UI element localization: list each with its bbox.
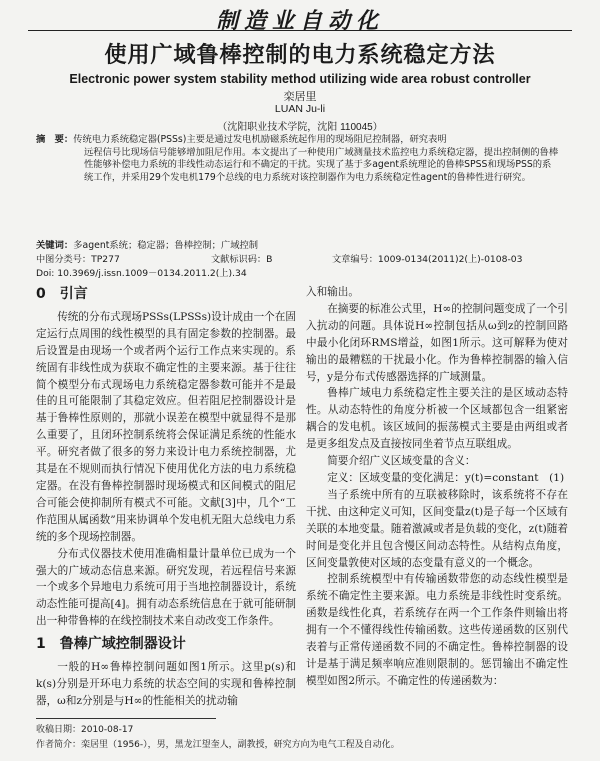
paragraph: 一般的H∞鲁棒控制问题如图1所示。这里p(s)和k(s)分别是开环电力系统的状态空间的实现和鲁棒控制器，ω和z分别是与H∞的性能相关的扰动输 bbox=[36, 661, 296, 707]
doi: Doi: 10.3969/j.issn.1009－0134.2011.2(上).34 bbox=[36, 268, 247, 279]
paragraph: 分布式仪器技术使用准确相量计量单位已成为一个强大的广域动态信息来源。研究发现，若远程信号来源一个或多个异地电力系统可用于当地控制器设计，系统动态性能可提高[4]。拥有动态系统信息在于就可能研制出一种带鲁棒的在线控制技术来自动改变工作条件。 bbox=[36, 547, 296, 628]
paragraph: 当子系统中所有的互联被移除时，该系统将不存在干扰、由这种定义可知，区间变量z(t)是子每一个区域有关联的本地变量。随着激减或者是负载的变化，z(t)随着时间是变化并且包含慢区间动态特性。从结构点角度，区间变量敦使对区域的态变量有意义的一个概念。 bbox=[306, 488, 568, 569]
paper-title-en: Electronic power system stability method utilizing wide area robust controller bbox=[69, 72, 531, 86]
keywords-label: 关键词： bbox=[36, 240, 74, 251]
keywords-text: 多agent系统；稳定器；鲁棒控制；广域控制 bbox=[73, 240, 259, 251]
abstract-line1: 传统电力系统稳定器(PSSs)主要是通过发电机励磁系统起作用的现场阻尼控制器，研究表明 bbox=[73, 134, 447, 145]
article-number: 文章编号：1009-0134(2011)2(上)-0108-03 bbox=[332, 254, 523, 265]
journal-masthead: 制造业自动化 bbox=[215, 8, 384, 34]
paragraph: 控制系统模型中有传输函数带您的动态线性模型是系统不确定性主要来源。电力系统是非线性时变系统。函数是线性化真，若系统存在两一个工作条件则输出将拥有一个不懂得线性传输函数。这些传递函数的区别代表着与正常传递函数不同的不确定性。鲁棒控制器的设计是基于满足频率响应准则限制的。惩罚输出不确定性模型如图2所示。不确定性的传递函数为： bbox=[306, 573, 568, 687]
paragraph: 简要介绍广义区域变量的含义： bbox=[327, 455, 476, 468]
right-column bbox=[306, 284, 568, 690]
keywords bbox=[36, 237, 560, 251]
received-date: 收稿日期：2010-08-17 bbox=[36, 725, 134, 735]
left-column bbox=[36, 284, 296, 710]
clc-number: 中图分类号：TP277 bbox=[36, 254, 120, 265]
definition-equation: 定义：区域变量的变化满足：y(t)=constant (1) bbox=[327, 471, 565, 484]
section-0-heading: 0 引言 bbox=[36, 286, 88, 302]
author-name: 栾居里 bbox=[283, 90, 317, 103]
footnote-rule bbox=[36, 718, 216, 719]
paragraph: 传统的分布式现场PSSs(LPSSs)设计成由一个在固定运行点周围的线性模型的具有固定参数的控制器。最后设置是由现场一个或者两个运行工作点来实现的。系统固有非线性成为获取不确定性的主要来源。基于往往简个模型分布式现场电力系统稳定器参数可能并不是最佳的且可能限制了其稳定效应。但若阻尼控制器设计是基于鲁棒性原则的，那就小误差在模型中就显得不是那么重要了，且闭环控制系统将会保证满足系统的性能水平。研究者做了很多的努力来设计电力系统控制器，尤其是在不规则而执行情况下使用优化方法的电力系统稳定器。在没有鲁棒控制器时现场模式和区间模式的阻尼合可能会使抑制所有模式不可能。文献[3]中，几个“工作范围从属函数”用来协调单个发电机无阻大总线电力系统的多个现场控制器。 bbox=[36, 310, 296, 543]
affiliation: （沈阳职业技术学院，沈阳 110045） bbox=[217, 122, 383, 133]
paragraph: 入和输出。 bbox=[306, 286, 359, 298]
paper-title: 使用广域鲁棒控制的电力系统稳定方法 bbox=[104, 42, 496, 68]
paragraph: 鲁棒广域电力系统稳定性主要关注的是区域动态特性。从动态特性的角度分析被一个区域都包含一组紧密耦合的发电机。该区域间的振荡模式主要是由两组或者是更多组发点及直接按同坐着节点互联组成。 bbox=[306, 387, 568, 451]
paragraph: 在摘要的标准公式里，H∞的控制问题变成了一个引入抗动的问题。具体说H∞控制包括从ω到z的控制回路中最小化闭环RMS增益，如图1所示。这可解释为使对输出的最糟糕的干扰最小化。作为鲁棒控制器的输入信号，y是分布式传感器选择的广域测量。 bbox=[306, 302, 568, 383]
abstract bbox=[36, 134, 560, 184]
abstract-label: 摘 要： bbox=[36, 134, 74, 145]
author-name-en: LUAN Ju-li bbox=[274, 103, 326, 115]
section-1-heading: 1 鲁棒广域控制器设计 bbox=[36, 636, 186, 653]
masthead-rule bbox=[28, 30, 572, 31]
author-bio: 作者简介：栾居里（1956-），男，黑龙江望奎人，副教授，研究方向为电气工程及自动化。 bbox=[36, 740, 400, 750]
abstract-body: 远程信号比现场信号能够增加阻尼作用。本文提出了一种使用广域测量技术监控电力系统稳定器，提出控制侧的鲁棒性能够补偿电力系统的非线性动态运行和不确定的干扰。实现了基于多agent系统理论的鲁棒SPSS和现场PSS的系统工作，并采用29个发电机179个总线的电力系统对该控制器作为电力系统稳定性agent的鲁棒性进行研究。 bbox=[84, 146, 559, 183]
document-code: 文献标识码：B bbox=[211, 254, 273, 265]
